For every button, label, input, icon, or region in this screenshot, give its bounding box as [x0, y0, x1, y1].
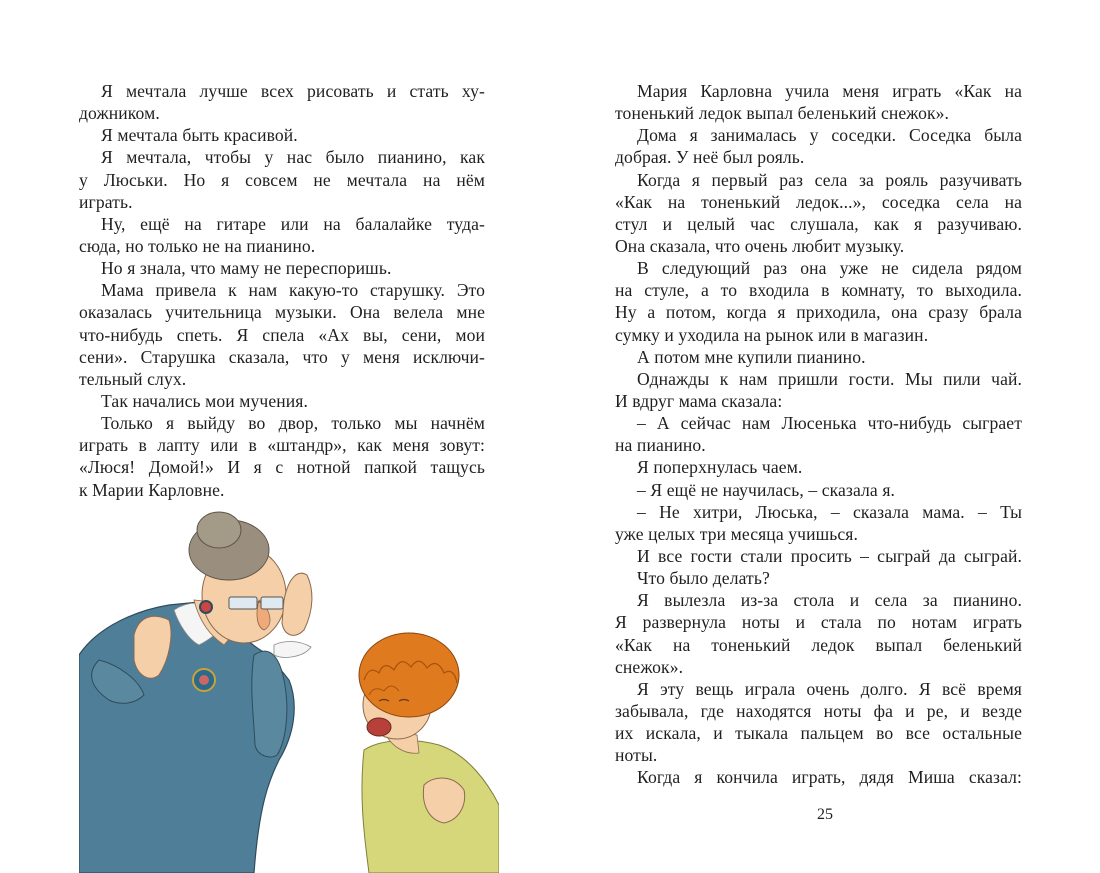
text-line: играть в лапту или в «штандр», как меня зовут: — [79, 435, 485, 456]
text-line: Я мечтала, чтобы у нас было пианино, как — [101, 147, 485, 168]
right-text-column — [615, 80, 1022, 789]
text-line: оказалась учительница музыки. Она велела мне — [79, 302, 485, 323]
text-line: дожником. — [79, 103, 160, 124]
text-line: А потом мне купили пианино. — [637, 346, 866, 367]
text-line: – Не хитри, Люська, – сказала мама. – Ты — [637, 501, 1022, 522]
text-line: Я развернула ноты и стала по нотам играть — [615, 612, 1022, 633]
illustration-teacher-and-girl — [79, 505, 499, 873]
text-line: на стуле, а то входила в комнату, то выходила. — [615, 280, 1022, 301]
text-line: И все гости стали просить – сыграй да сыграй. — [637, 545, 1022, 566]
text-line: забывала, где находятся ноты фа и ре, и везде — [615, 700, 1022, 721]
text-line: снежок». — [615, 656, 684, 677]
text-line: В следующий раз она уже не сидела рядом — [637, 258, 1022, 279]
text-line: Однажды к нам пришли гости. Мы пили чай. — [637, 368, 1022, 389]
text-line: Я эту вещь играла очень долго. Я всё время — [637, 678, 1022, 699]
text-line: стул и целый час слушала, как я разучиваю. — [615, 213, 1022, 234]
text-line: у Люськи. Но я совсем не мечтала на нём — [79, 169, 485, 190]
text-line: их искала, и тыкала пальцем во все остальные — [615, 723, 1022, 744]
right-page — [550, 0, 1100, 873]
text-line: Ну, ещё на гитаре или на балалайке туда- — [101, 213, 485, 234]
text-line: Но я знала, что маму не переспоришь. — [101, 258, 392, 279]
text-line: Я вылезла из-за стола и села за пианино. — [637, 590, 1022, 611]
text-line: Когда я кончила играть, дядя Миша сказал: — [637, 767, 1022, 788]
text-line: Ну а потом, когда я приходила, она сразу брала — [615, 302, 1022, 323]
text-line: «Как на тоненький ледок...», соседка села на — [615, 191, 1022, 212]
text-line: – Я ещё не научилась, – сказала я. — [637, 479, 896, 500]
text-line: Дома я занималась у соседки. Соседка была — [637, 125, 1022, 146]
text-line: Так начались мои мучения. — [101, 390, 308, 411]
text-line: сюда, но только не на пианино. — [79, 235, 316, 256]
text-line: Она сказала, что очень любит музыку. — [615, 235, 905, 256]
text-line: Когда я первый раз села за рояль разучивать — [637, 169, 1022, 190]
text-line: ноты. — [615, 745, 658, 766]
text-line: Я мечтала лучше всех рисовать и стать ху- — [101, 81, 485, 101]
text-line: что-нибудь спеть. Я спела «Ах вы, сени, мои — [79, 324, 485, 345]
text-line: на пианино. — [615, 435, 706, 456]
text-line: Только я выйду во двор, только мы начнём — [101, 413, 485, 434]
text-line: И вдруг мама сказала: — [615, 390, 783, 411]
text-line: тельный слух. — [79, 368, 187, 389]
page-number: 25 — [817, 806, 833, 823]
text-line: Я поперхнулась чаем. — [637, 457, 803, 478]
text-line: уже целых три месяца учишься. — [615, 523, 858, 544]
text-line: сумку и уходила на рынок или в магазин. — [615, 324, 929, 345]
text-line: «Как на тоненький ледок выпал беленький — [615, 634, 1022, 655]
text-line: сени». Старушка сказала, что у меня исключи- — [79, 346, 485, 367]
text-line: Что было делать? — [637, 568, 770, 589]
text-line: к Марии Карловне. — [79, 479, 225, 500]
left-text-column — [79, 80, 485, 501]
text-line: – А сейчас нам Люсенька что-нибудь сыграет — [637, 413, 1022, 434]
text-line: Мария Карловна учила меня играть «Как на — [637, 81, 1022, 101]
text-line: тоненький ледок выпал беленький снежок». — [615, 103, 950, 124]
text-line: добрая. У неё был рояль. — [615, 147, 805, 168]
text-line: Я мечтала быть красивой. — [101, 125, 298, 146]
text-line: «Люся! Домой!» И я с нотной папкой тащусь — [79, 457, 485, 478]
text-line: играть. — [79, 191, 133, 212]
text-line: Мама привела к нам какую-то старушку. Это — [101, 280, 485, 301]
